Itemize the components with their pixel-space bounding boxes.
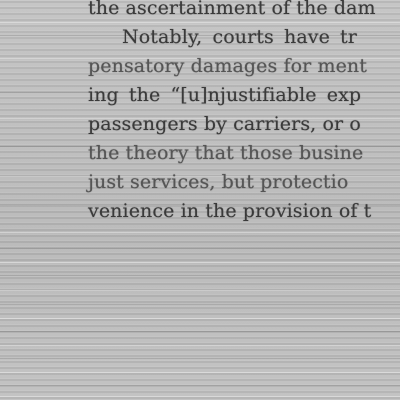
text-line: just services, but protectio: [88, 171, 349, 193]
text-line: ing the “[u]njustifiable exp: [88, 84, 362, 106]
text-line: the ascertainment of the dam: [88, 0, 376, 19]
text-line: passengers by carriers, or o: [88, 113, 361, 135]
text-line: venience in the provision of t: [88, 200, 372, 222]
text-line: the theory that those busine: [88, 142, 364, 164]
text-line: Notably, courts have tr: [122, 26, 357, 48]
text-line: pensatory damages for ment: [88, 55, 368, 77]
